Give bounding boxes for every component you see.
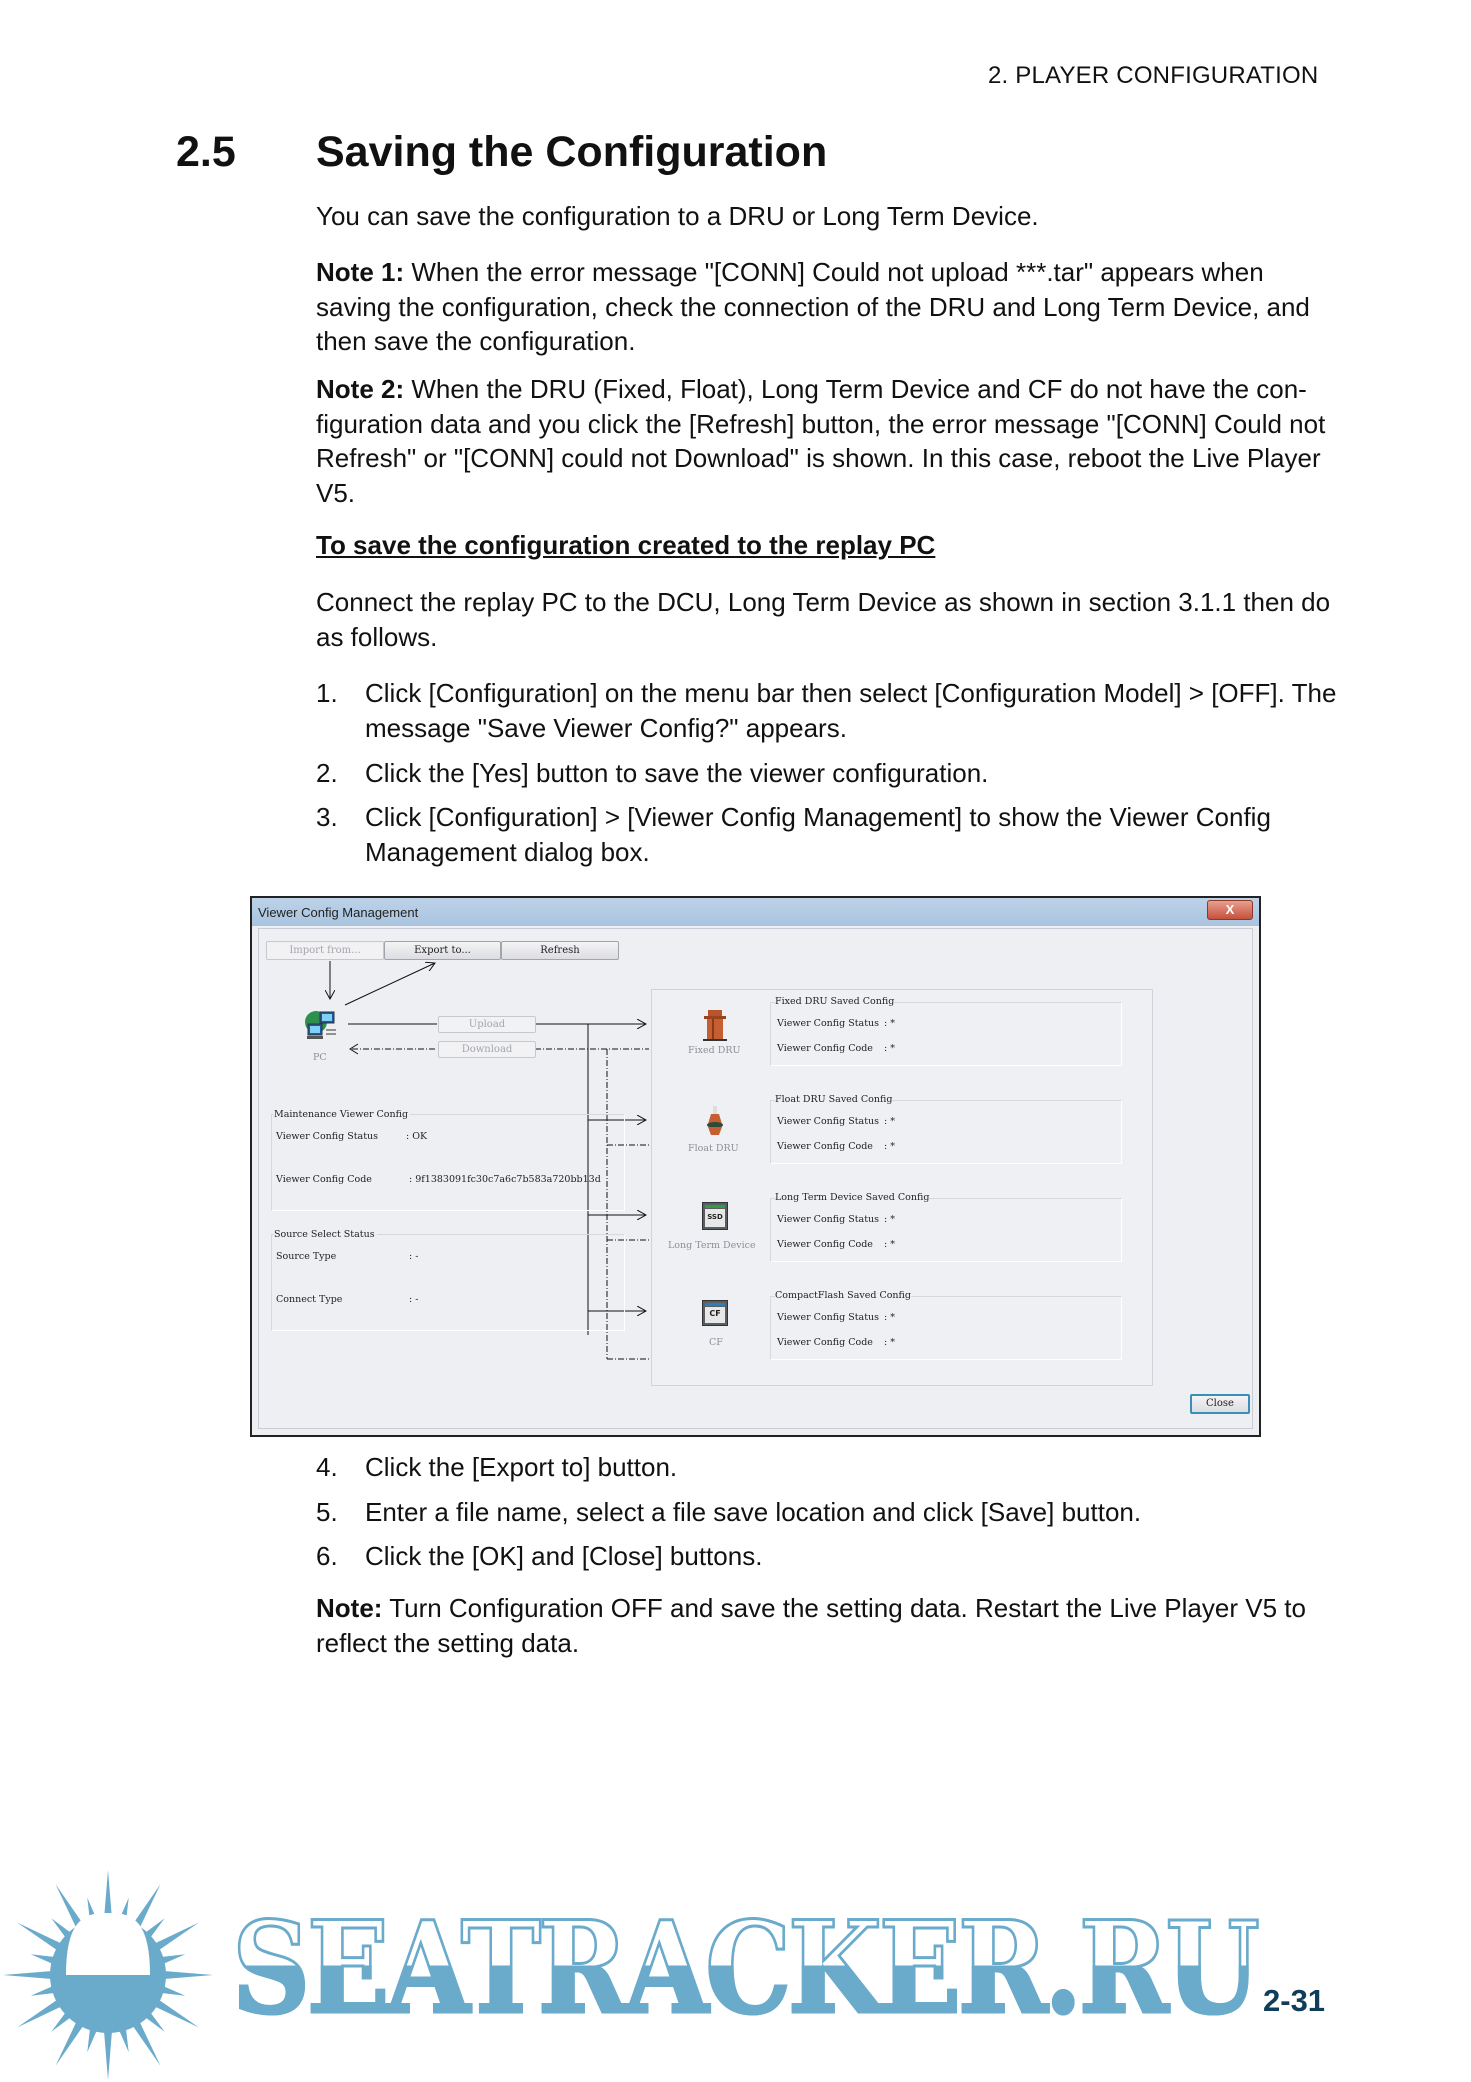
fixed-dru-group-title: Fixed DRU Saved Config xyxy=(775,996,895,1007)
dialog-title-bar xyxy=(252,898,1259,926)
page-number: 2-31 xyxy=(1263,1983,1326,2018)
long-term-device-group-title: Long Term Device Saved Config xyxy=(775,1192,930,1203)
float-dru-group-title: Float DRU Saved Config xyxy=(775,1094,893,1105)
float-dru-code-label: Viewer Config Code xyxy=(777,1141,873,1152)
compactflash-icon xyxy=(702,1300,728,1326)
refresh-button[interactable]: Refresh xyxy=(501,941,619,960)
note-1 xyxy=(316,255,1346,359)
ssd-icon xyxy=(702,1202,728,1230)
step-number: 1. xyxy=(316,678,338,708)
cf-label: CF xyxy=(709,1337,723,1348)
device-panel xyxy=(651,989,1153,1386)
step-number: 2. xyxy=(316,758,338,788)
long-term-code-label: Viewer Config Code xyxy=(777,1239,873,1250)
step-text: Click the [Export to] button. xyxy=(365,1452,678,1482)
float-dru-status-label: Viewer Config Status xyxy=(777,1116,880,1127)
long-term-device-label: Long Term Device xyxy=(668,1240,756,1251)
fixed-dru-status-value: : * xyxy=(884,1018,895,1029)
maintenance-group-title: Maintenance Viewer Config xyxy=(274,1109,409,1120)
maintenance-viewer-config-group xyxy=(271,1114,625,1211)
float-dru-code-value: : * xyxy=(884,1141,895,1152)
fixed-dru-code-label: Viewer Config Code xyxy=(777,1043,873,1054)
ssd-icon-text: SSD xyxy=(705,1209,725,1227)
note-2-label: Note 2: xyxy=(316,374,405,404)
long-term-status-value: : * xyxy=(884,1214,895,1225)
watermark-banner xyxy=(0,1865,1471,2082)
sun-ray xyxy=(104,2025,113,2080)
close-icon[interactable]: X xyxy=(1207,900,1253,920)
maintenance-status-value: : OK xyxy=(406,1131,428,1142)
download-button[interactable]: Download xyxy=(438,1041,536,1058)
step-number: 3. xyxy=(316,802,338,832)
connect-type-value: : - xyxy=(409,1294,419,1305)
step-number: 5. xyxy=(316,1497,338,1527)
note-2 xyxy=(316,372,1346,510)
chapter-header: 2. PLAYER CONFIGURATION xyxy=(988,62,1319,89)
section-number: 2.5 xyxy=(176,128,236,176)
step-text: Click the [OK] and [Close] buttons. xyxy=(365,1541,763,1571)
cf-code-value: : * xyxy=(884,1337,895,1348)
step-1 xyxy=(316,676,1346,746)
step-3 xyxy=(316,800,1346,870)
sun-ray xyxy=(158,1971,213,1980)
step-text: Enter a file name, select a file save location and click [Save] button. xyxy=(365,1497,1142,1527)
pc-label: PC xyxy=(313,1052,327,1063)
fixed-dru-label: Fixed DRU xyxy=(688,1045,741,1056)
source-type-label: Source Type xyxy=(276,1251,337,1262)
note-2-text: When the DRU (Fixed, Float), Long Term Device and CF do not have the con-figuration data and you click the [Refresh] button, the error message "[CONN] Could not Refresh" or "[CONN] could not Download" is shown. In this case, reboot the Live Player V5. xyxy=(316,374,1326,508)
source-group-title: Source Select Status xyxy=(274,1229,375,1240)
source-type-value: : - xyxy=(409,1251,419,1262)
pc-network-icon xyxy=(304,1009,338,1041)
note-1-text: When the error message "[CONN] Could not upload ***.tar" appears when saving the configuration, check the connection of the DRU and Long Term Device, and then save the configuration. xyxy=(316,257,1310,356)
cf-code-label: Viewer Config Code xyxy=(777,1337,873,1348)
fixed-dru-status-label: Viewer Config Status xyxy=(777,1018,880,1029)
step-number: 6. xyxy=(316,1541,338,1571)
fixed-dru-icon xyxy=(702,1010,728,1046)
long-term-status-label: Viewer Config Status xyxy=(777,1214,880,1225)
maintenance-code-value: : 9f1383091fc30c7a6c7b583a720bb13d xyxy=(409,1174,601,1185)
subheading: To save the configuration created to the replay PC xyxy=(316,530,936,560)
watermark-text: SEATRACKER.RU xyxy=(232,1894,1257,2042)
step-2 xyxy=(316,756,1346,791)
connect-text: Connect the replay PC to the DCU, Long Term Device as shown in section 3.1.1 then do as follows. xyxy=(316,587,1331,652)
float-dru-status-value: : * xyxy=(884,1116,895,1127)
cf-status-label: Viewer Config Status xyxy=(777,1312,880,1323)
float-dru-label: Float DRU xyxy=(688,1143,739,1154)
step-text: Click [Configuration] > [Viewer Config Management] to show the Viewer Config Management dialog box. xyxy=(365,802,1271,867)
fixed-dru-group xyxy=(770,1002,1122,1066)
fixed-dru-code-value: : * xyxy=(884,1043,895,1054)
upload-button[interactable]: Upload xyxy=(438,1016,536,1033)
step-6 xyxy=(316,1539,1346,1574)
export-to-button[interactable]: Export to... xyxy=(384,941,501,960)
step-number: 4. xyxy=(316,1452,338,1482)
section-title: Saving the Configuration xyxy=(316,128,828,176)
maintenance-status-label: Viewer Config Status xyxy=(276,1131,379,1142)
step-text: Click the [Yes] button to save the viewer configuration. xyxy=(365,758,989,788)
source-select-status-group xyxy=(271,1234,625,1331)
cf-icon-text: CF xyxy=(705,1307,725,1323)
sun-ray xyxy=(3,1971,58,1980)
step-text: Click [Configuration] on the menu bar then select [Configuration Model] > [OFF]. The message "Save Viewer Config?" appears. xyxy=(365,678,1337,743)
final-note-text: Turn Configuration OFF and save the setting data. Restart the Live Player V5 to reflect the setting data. xyxy=(316,1593,1306,1658)
long-term-code-value: : * xyxy=(884,1239,895,1250)
float-dru-icon xyxy=(705,1106,725,1142)
float-dru-group xyxy=(770,1100,1122,1164)
note-1-label: Note 1: xyxy=(316,257,405,287)
final-note xyxy=(316,1591,1346,1660)
compactflash-group xyxy=(770,1296,1122,1360)
viewer-config-management-dialog xyxy=(250,896,1261,1437)
final-note-label: Note: xyxy=(316,1593,383,1623)
intro-text: You can save the configuration to a DRU or Long Term Device. xyxy=(316,201,1039,231)
step-5 xyxy=(316,1495,1346,1530)
long-term-device-group xyxy=(770,1198,1122,1262)
import-from-button[interactable]: Import from... xyxy=(266,941,384,960)
close-button[interactable]: Close xyxy=(1190,1394,1250,1414)
connect-type-label: Connect Type xyxy=(276,1294,343,1305)
cf-status-value: : * xyxy=(884,1312,895,1323)
step-4 xyxy=(316,1450,1346,1485)
compactflash-group-title: CompactFlash Saved Config xyxy=(775,1290,911,1301)
dialog-body xyxy=(258,928,1253,1429)
maintenance-code-label: Viewer Config Code xyxy=(276,1174,372,1185)
dialog-title: Viewer Config Management xyxy=(258,905,419,920)
